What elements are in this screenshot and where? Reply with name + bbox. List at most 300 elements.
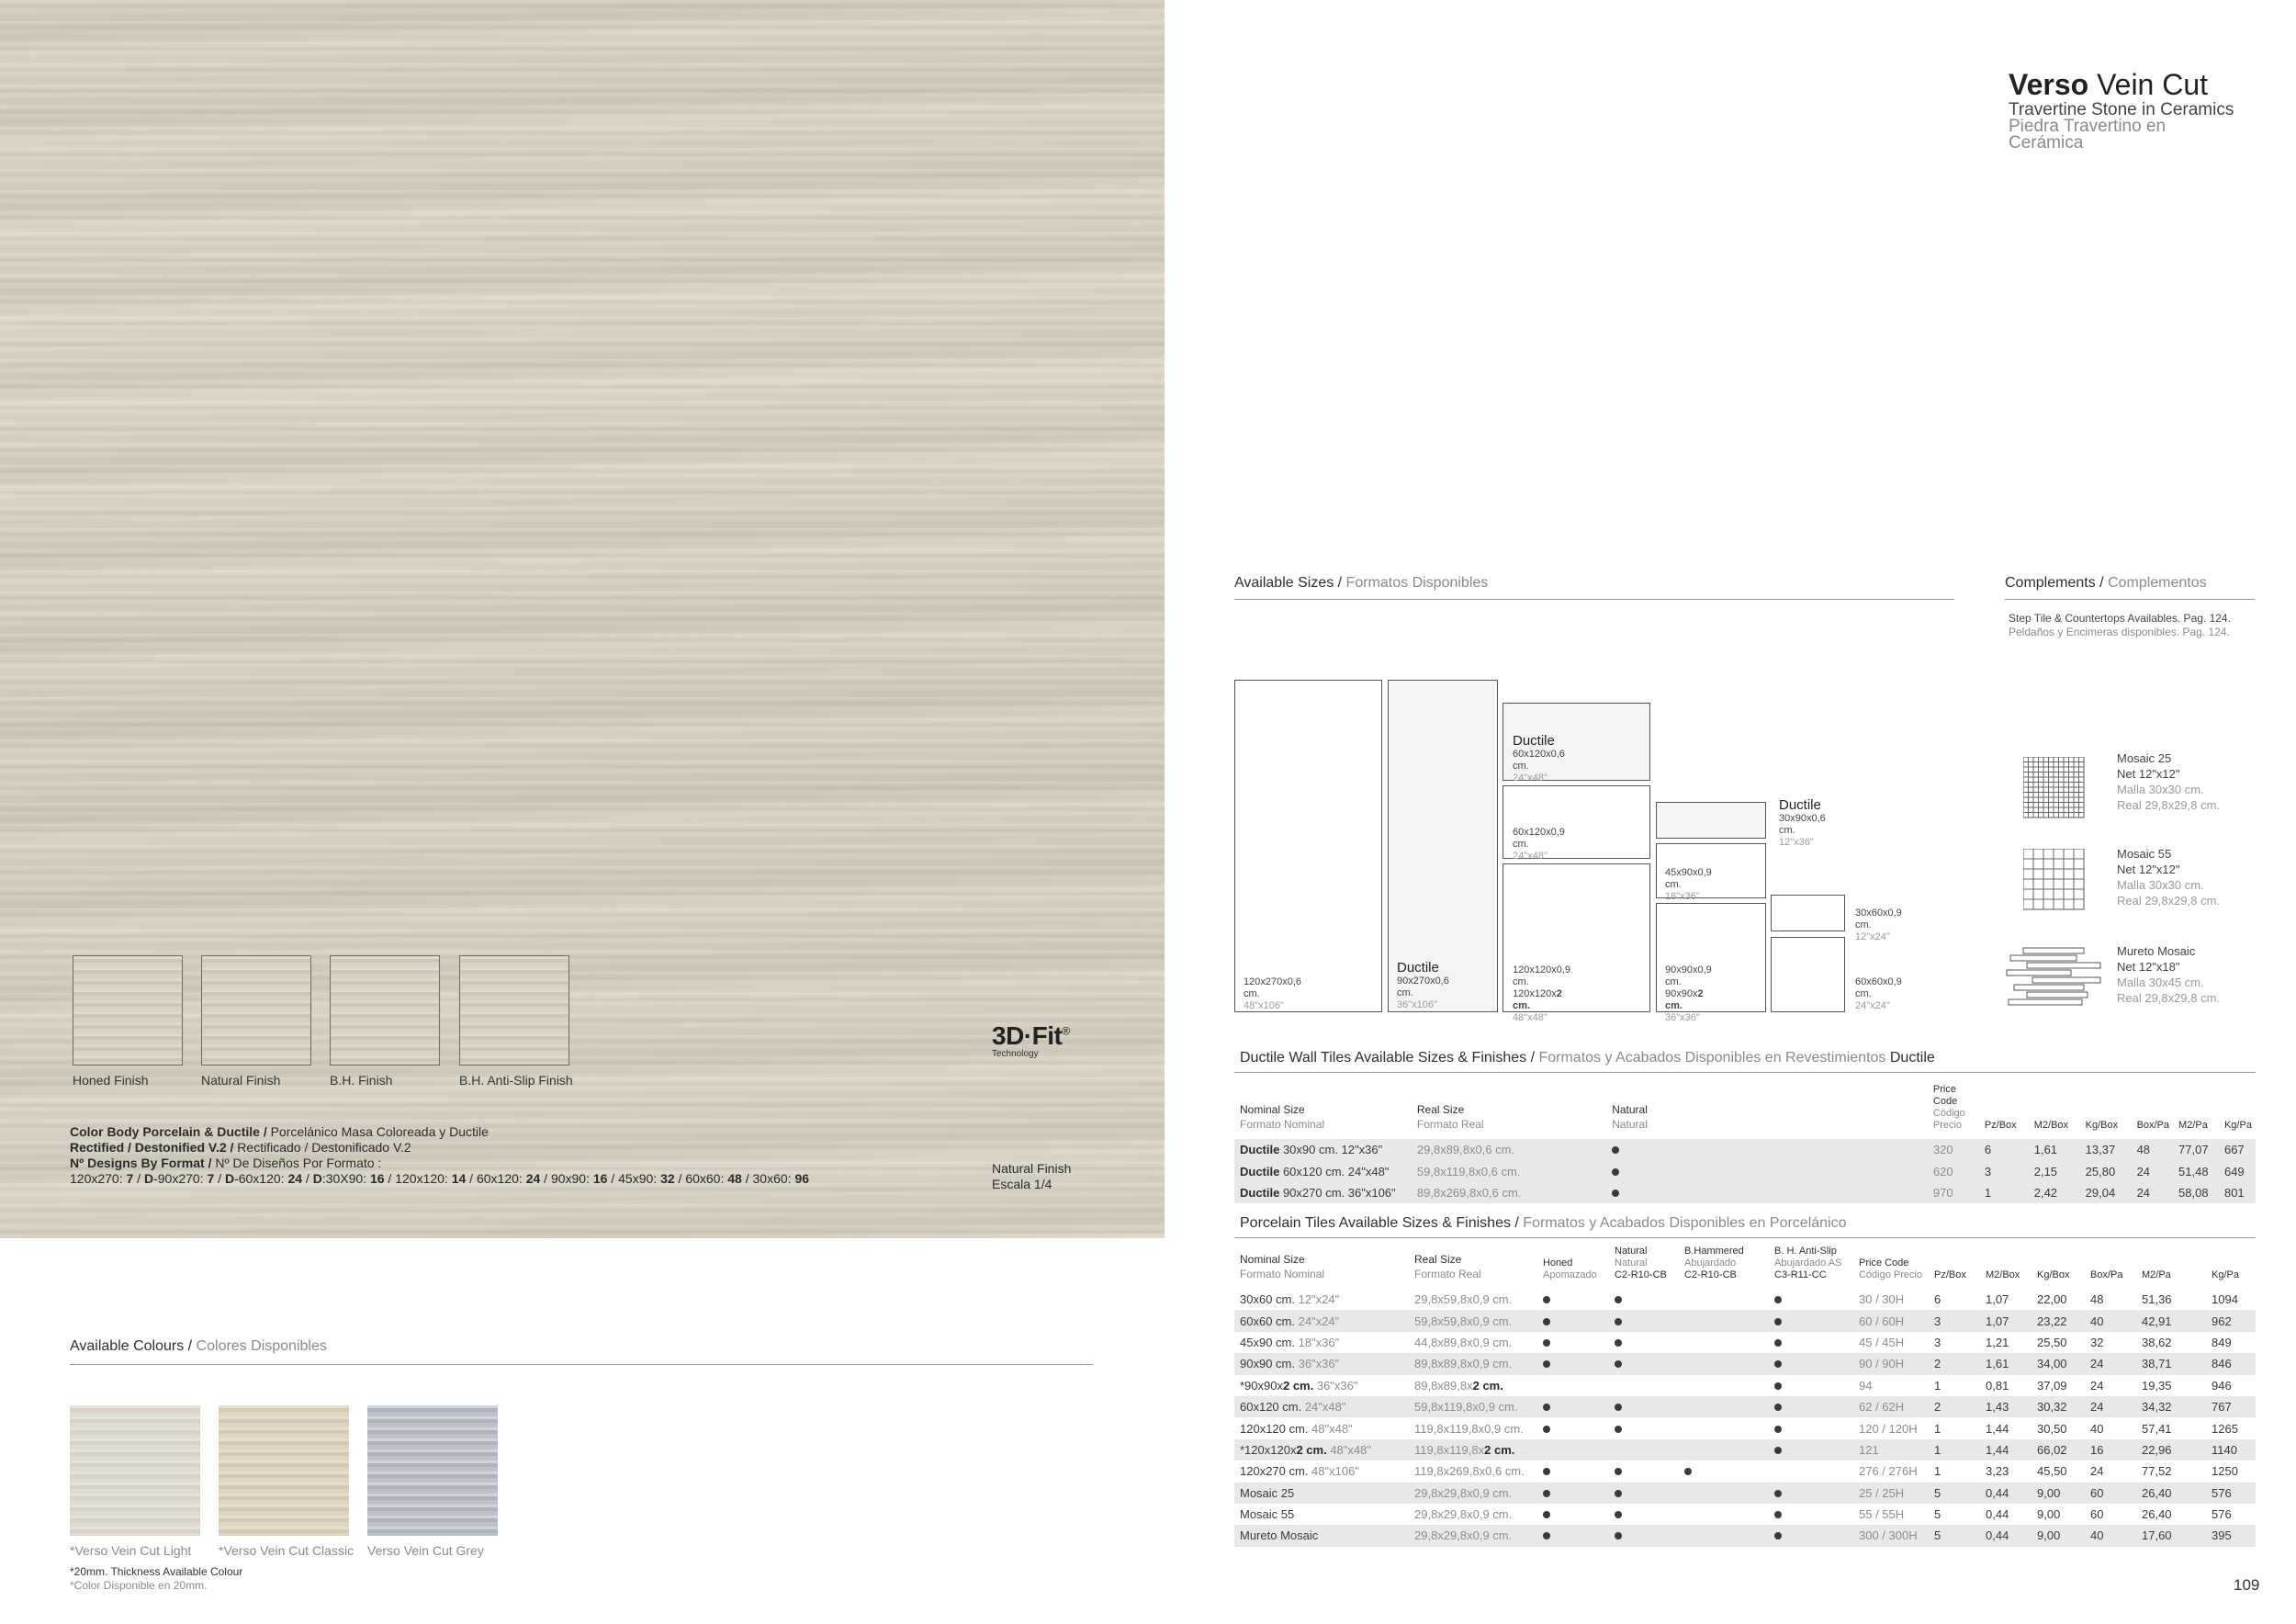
cell-price: 120 / 120H xyxy=(1859,1421,1918,1436)
cell-natural xyxy=(1609,1332,1679,1353)
product-name: Vein Cut xyxy=(2097,68,2209,101)
cell-m2pa: 77,52 xyxy=(2142,1464,2172,1479)
colour-swatch-grey xyxy=(367,1405,498,1536)
cell-nominal-inch: 36"x36" xyxy=(1294,1357,1340,1371)
cell-nominal-inch: 48"x48" xyxy=(1308,1421,1353,1436)
format-count xyxy=(385,1171,467,1186)
cell-nominal-inch: 18"x36" xyxy=(1294,1335,1340,1349)
cell-price: 60 / 60H xyxy=(1853,1310,1929,1331)
finish-available-dot xyxy=(1774,1511,1782,1518)
cell-nominal xyxy=(1234,1525,1409,1546)
table-row xyxy=(1234,1396,2256,1417)
cell-bhammered xyxy=(1679,1439,1769,1460)
cell-pz: 3 xyxy=(1934,1335,1941,1349)
cell-nominal xyxy=(1234,1439,1409,1460)
finish-label-honed: Honed Finish xyxy=(73,1073,149,1088)
cell-kgbox: 37,09 xyxy=(2037,1378,2067,1393)
cell-pz: 1 xyxy=(1934,1378,1941,1393)
size-box-60x60 xyxy=(1771,937,1845,1012)
ductile-table-title-ductile: Ductile xyxy=(1889,1050,1935,1066)
cell-real: 59,8x119,8x0,6 cm. xyxy=(1412,1160,1606,1181)
cell-boxpa: 24 xyxy=(2132,1160,2173,1181)
cell-kgpa: 395 xyxy=(2206,1525,2256,1546)
table-row xyxy=(1234,1439,2256,1460)
table-row xyxy=(1234,1289,2256,1310)
finish-available-dot xyxy=(1543,1532,1550,1539)
cell-nominal-size: 45x90 cm. xyxy=(1240,1335,1295,1349)
format-designs: 48 xyxy=(727,1171,742,1186)
cell-honed xyxy=(1537,1417,1609,1438)
format-sep: / xyxy=(384,1171,396,1186)
cell-bh-antislip xyxy=(1769,1525,1853,1546)
cell-bhammered xyxy=(1679,1504,1769,1525)
mureto-mosaic-malla: Malla 30x45 cm. xyxy=(2117,976,2204,989)
col-real-size xyxy=(1412,1084,1606,1139)
ductile-table-title xyxy=(1240,1050,1935,1066)
cell-price: 25 / 25H xyxy=(1853,1483,1929,1504)
complements-note-es: Peldaños y Encimeras disponibles. Pag. 124. xyxy=(2009,626,2230,638)
complement-mosaic-25 xyxy=(2117,750,2220,813)
finish-available-dot xyxy=(1615,1426,1622,1433)
cell-m2box: 1,07 xyxy=(1980,1310,2032,1331)
pcol-natural-class: C2-R10-CB xyxy=(1615,1269,1667,1280)
table-row xyxy=(1234,1353,2256,1374)
cell-nominal xyxy=(1234,1139,1412,1160)
cell-bhammered xyxy=(1679,1289,1769,1310)
finish-available-dot xyxy=(1612,1190,1619,1197)
col-real-es: Formato Real xyxy=(1416,1118,1484,1131)
cell-m2box: 1,44 xyxy=(1986,1421,2009,1436)
cell-nominal xyxy=(1234,1483,1409,1504)
cell-bh-antislip xyxy=(1769,1439,1853,1460)
cell-pz: 5 xyxy=(1929,1525,1980,1546)
cell-kgpa: 849 xyxy=(2212,1335,2232,1349)
mosaic-25-icon xyxy=(2023,757,2086,819)
size-120x120-inch: 48"x48" xyxy=(1513,1012,1548,1023)
ductile-table-rule xyxy=(1234,1072,2256,1073)
cell-natural xyxy=(1609,1417,1679,1438)
mosaic-55-real: Real 29,8x29,8 cm. xyxy=(2117,894,2221,908)
spec-line3: Nº De Diseños Por Formato : xyxy=(211,1156,382,1170)
table-row xyxy=(1234,1504,2256,1525)
cell-m2pa: 57,41 xyxy=(2142,1421,2172,1436)
cell-kgpa: 667 xyxy=(2219,1139,2256,1160)
cell-pz: 1 xyxy=(1979,1182,2029,1203)
pcol-m2-pa: M2/Pa xyxy=(2142,1269,2171,1280)
table-row xyxy=(1234,1139,2256,1160)
available-colours-title-en: Available Colours / xyxy=(70,1338,193,1354)
complements-note xyxy=(2009,612,2231,639)
cell-bh-antislip xyxy=(1769,1504,1853,1525)
table-row xyxy=(1234,1417,2256,1438)
size-60x120-cm: 60x120x0,9 cm. xyxy=(1513,827,1565,850)
cell-nominal-size: 30x90 cm. 12"x36" xyxy=(1279,1143,1383,1157)
col-nominal-en: Nominal Size xyxy=(1240,1103,1305,1116)
pcol-price-en: Price Code xyxy=(1859,1257,1909,1269)
cell-price: 45 / 45H xyxy=(1859,1335,1905,1349)
cell-bhammered xyxy=(1679,1483,1769,1504)
cell-nominal-inch: 48"x106" xyxy=(1308,1464,1359,1479)
pcol-bhas-class: C3-R11-CC xyxy=(1774,1269,1827,1280)
cell-price: 121 xyxy=(1853,1439,1929,1460)
pcol-price-code xyxy=(1853,1246,1929,1289)
cell-boxpa: 24 xyxy=(2090,1378,2104,1393)
format-size: -90x270: xyxy=(153,1171,208,1186)
cell-kgpa: 1265 xyxy=(2212,1421,2238,1436)
cell-pz: 5 xyxy=(1929,1483,1980,1504)
cell-boxpa: 48 xyxy=(2132,1139,2173,1160)
size-60x60-cm: 60x60x0,9 cm. xyxy=(1855,976,1902,999)
finish-available-dot xyxy=(1774,1339,1782,1347)
size-120x120-2cm-a: 120x120x xyxy=(1513,988,1557,999)
ductile-table-title-es: Formatos y Acabados Disponibles en Revestimientos xyxy=(1535,1050,1890,1066)
cell-nominal-size: Mosaic 55 xyxy=(1240,1507,1295,1522)
cell-kgpa: 767 xyxy=(2206,1396,2256,1417)
pcol-natural-es: Natural xyxy=(1615,1257,1648,1269)
cell-nominal-size: *120x120x xyxy=(1240,1442,1297,1457)
finish-available-dot xyxy=(1615,1490,1622,1497)
cell-m2pa: 38,71 xyxy=(2136,1353,2206,1374)
size-label-120x270 xyxy=(1244,976,1301,1012)
pcol-natural-en: Natural xyxy=(1615,1246,1648,1257)
mosaic-25-real: Real 29,8x29,8 cm. xyxy=(2117,798,2221,812)
cell-spacer xyxy=(1851,1160,1927,1181)
col-natural-en: Natural xyxy=(1612,1103,1648,1116)
pcol-kg-box: Kg/Box xyxy=(2037,1269,2070,1280)
col-price-en: Price Code xyxy=(1932,1084,1958,1107)
cell-price: 90 / 90H xyxy=(1853,1353,1929,1374)
format-sep: / xyxy=(607,1171,619,1186)
available-colours-rule xyxy=(70,1364,1093,1365)
cell-boxpa: 32 xyxy=(2090,1335,2104,1349)
cell-bh-antislip xyxy=(1769,1289,1853,1310)
size-120x120-2cm-b: 2 cm. xyxy=(1513,988,1562,1011)
format-size: 60x60: xyxy=(685,1171,728,1186)
cell-kgpa: 946 xyxy=(2212,1378,2232,1393)
spec-line1-bold: Color Body Porcelain & Ductile / xyxy=(70,1124,267,1139)
cell-nominal-size: 30x60 cm. xyxy=(1240,1292,1295,1307)
size-box-ductile-30x90 xyxy=(1656,802,1766,839)
cell-real-size: 29,8x29,8x0,9 cm. xyxy=(1414,1507,1513,1522)
mureto-mosaic-net: Net 12"x18" xyxy=(2117,960,2180,974)
cell-price: 320 xyxy=(1928,1139,1979,1160)
cell-natural xyxy=(1609,1289,1679,1310)
cell-pz: 6 xyxy=(1979,1139,2029,1160)
size-ductile-30x90-inch: 12"x36" xyxy=(1779,837,1814,848)
cell-m2box: 1,44 xyxy=(1980,1439,2032,1460)
available-sizes-title xyxy=(1234,575,1488,592)
pcol-nominal-size xyxy=(1234,1246,1409,1289)
col-kg-box: Kg/Box xyxy=(2085,1120,2119,1131)
cell-pz: 1 xyxy=(1929,1439,1980,1460)
mosaic-55-icon xyxy=(2023,849,2086,911)
colour-label-classic: *Verso Vein Cut Classic xyxy=(219,1543,355,1558)
cell-nominal-size: *90x90x xyxy=(1240,1378,1283,1393)
porcelain-table-title-en: Porcelain Tiles Available Sizes & Finishes / xyxy=(1240,1215,1519,1231)
cell-boxpa: 24 xyxy=(2090,1464,2104,1479)
mosaic-55-net: Net 12"x12" xyxy=(2117,863,2180,876)
cell-nominal xyxy=(1234,1417,1409,1438)
cell-kgbox: 45,50 xyxy=(2037,1464,2067,1479)
cell-honed xyxy=(1537,1332,1609,1353)
complements-rule xyxy=(2005,599,2255,600)
cell-real-size: 29,8x29,8x0,9 cm. xyxy=(1414,1528,1513,1543)
table-row xyxy=(1234,1332,2256,1353)
cell-kgbox: 66,02 xyxy=(2032,1439,2085,1460)
pcol-bhas-es: Abujardado AS xyxy=(1774,1257,1842,1269)
finish-available-dot xyxy=(1615,1296,1622,1303)
cell-m2box: 0,44 xyxy=(1986,1507,2009,1522)
finish-available-dot xyxy=(1615,1404,1622,1411)
format-designs: 24 xyxy=(525,1171,541,1186)
cell-m2pa: 51,48 xyxy=(2173,1160,2219,1181)
format-sep: / xyxy=(741,1171,753,1186)
size-ductile-90x270-name: Ductile xyxy=(1397,960,1439,976)
cell-nominal xyxy=(1234,1396,1409,1417)
cell-nominal-inch: 12"x24" xyxy=(1294,1292,1340,1307)
cell-kgbox: 9,00 xyxy=(2032,1525,2085,1546)
pcol-honed-es: Apomazado xyxy=(1543,1269,1597,1280)
cell-m2pa: 19,35 xyxy=(2142,1378,2172,1393)
cell-real xyxy=(1409,1289,1537,1310)
size-label-120x120 xyxy=(1513,964,1570,1024)
table-row xyxy=(1234,1525,2256,1546)
cell-kgbox: 22,00 xyxy=(2037,1292,2067,1307)
finish-available-dot xyxy=(1612,1146,1619,1154)
format-size: -60x120: xyxy=(234,1171,288,1186)
cell-boxpa: 24 xyxy=(2085,1396,2136,1417)
product-name-bold: Verso xyxy=(2009,68,2089,101)
pcol-box-pa: Box/Pa xyxy=(2090,1269,2123,1280)
format-prefix: D xyxy=(312,1171,322,1186)
available-sizes-title-es: Formatos Disponibles xyxy=(1342,575,1489,591)
cell-pz: 6 xyxy=(1934,1292,1941,1307)
format-count xyxy=(133,1171,214,1186)
mosaic-25-name: Mosaic 25 xyxy=(2117,751,2172,765)
cell-nominal-size: 60x60 cm. xyxy=(1240,1314,1295,1328)
cell-nominal xyxy=(1234,1353,1409,1374)
finish-available-dot xyxy=(1774,1532,1782,1539)
cell-pz: 2 xyxy=(1929,1396,1980,1417)
size-ductile-30x90-cm: 30x90x0,6 cm. xyxy=(1779,813,1826,836)
cell-nominal-size: 120x120 cm. xyxy=(1240,1421,1309,1436)
col-m2-box: M2/Box xyxy=(2033,1120,2069,1131)
3dfit-logo xyxy=(992,1021,1070,1059)
pcol-bh-antislip xyxy=(1769,1246,1853,1289)
col-box-pa: Box/Pa xyxy=(2136,1120,2170,1131)
cell-boxpa: 40 xyxy=(2085,1525,2136,1546)
size-label-ductile-30x90 xyxy=(1779,797,1826,849)
pcol-bh-class: C2-R10-CB xyxy=(1684,1269,1737,1280)
cell-nominal-inch: 24"x24" xyxy=(1294,1314,1340,1328)
cell-m2pa: 26,40 xyxy=(2142,1507,2172,1522)
table-row xyxy=(1234,1160,2256,1181)
porcelain-table-title xyxy=(1240,1215,1847,1232)
cell-spacer xyxy=(1851,1139,1927,1160)
cell-kgpa: 576 xyxy=(2206,1483,2256,1504)
cell-kgbox: 29,04 xyxy=(2080,1182,2132,1203)
cell-kgbox: 9,00 xyxy=(2032,1483,2085,1504)
finish-swatch-bh-antislip xyxy=(459,955,569,1066)
cell-kgbox: 13,37 xyxy=(2080,1139,2132,1160)
complements-title-en: Complements / xyxy=(2005,575,2104,591)
cell-natural xyxy=(1609,1375,1679,1396)
pcol-natural xyxy=(1609,1246,1679,1289)
finish-label-natural: Natural Finish xyxy=(201,1073,281,1088)
cell-real-size: 29,8x59,8x0,9 cm. xyxy=(1414,1292,1513,1307)
finish-available-dot xyxy=(1543,1511,1550,1518)
finish-available-dot xyxy=(1612,1168,1619,1176)
cell-m2pa: 42,91 xyxy=(2136,1310,2206,1331)
cell-real xyxy=(1409,1504,1537,1525)
cell-real-2cm: 2 cm. xyxy=(1484,1442,1515,1457)
colours-footnote xyxy=(70,1565,242,1593)
size-45x90-cm: 45x90x0,9 cm. xyxy=(1665,867,1712,890)
format-designs: 32 xyxy=(660,1171,675,1186)
table-row xyxy=(1234,1310,2256,1331)
cell-pz: 3 xyxy=(1929,1310,1980,1331)
format-designs: 24 xyxy=(287,1171,303,1186)
pcol-real-es: Formato Real xyxy=(1414,1268,1481,1280)
cell-bh-antislip xyxy=(1769,1353,1853,1374)
cell-pz: 1 xyxy=(1934,1421,1941,1436)
finish-available-dot xyxy=(1543,1468,1550,1475)
porcelain-table-header xyxy=(1234,1246,2256,1289)
spec-line2: Rectificado / Destonificado V.2 xyxy=(233,1140,411,1155)
format-count xyxy=(742,1171,809,1186)
col-m2-pa: M2/Pa xyxy=(2178,1120,2208,1131)
cell-bh-antislip xyxy=(1769,1460,1853,1482)
finish-available-dot xyxy=(1615,1532,1622,1539)
format-size: 120x270: xyxy=(70,1171,127,1186)
cell-real xyxy=(1409,1310,1537,1331)
cell-real xyxy=(1409,1525,1537,1546)
cell-honed xyxy=(1537,1483,1609,1504)
pcol-bh-es: Abujardado xyxy=(1684,1257,1737,1269)
cell-real xyxy=(1409,1460,1537,1482)
size-30x60-cm: 30x60x0,9 cm. xyxy=(1855,908,1902,930)
product-subtitle-en: Travertine Stone in Ceramics xyxy=(2009,100,2234,119)
size-120x270-cm: 120x270x0,6 cm. xyxy=(1244,976,1301,999)
cell-kgbox: 34,00 xyxy=(2032,1353,2085,1374)
cell-real-size: 44,8x89,8x0,9 cm. xyxy=(1414,1335,1513,1349)
cell-nominal-size: 90x90 cm. xyxy=(1240,1357,1295,1371)
cell-m2box: 0,44 xyxy=(1980,1525,2032,1546)
cell-real-2cm: 2 cm. xyxy=(1472,1378,1503,1393)
col-kg-pa: Kg/Pa xyxy=(2223,1120,2252,1131)
cell-bhammered xyxy=(1679,1310,1769,1331)
colours-footnote-es: *Color Disponible en 20mm. xyxy=(70,1579,208,1592)
cell-honed xyxy=(1537,1460,1609,1482)
cell-honed xyxy=(1537,1439,1609,1460)
cell-m2box: 1,21 xyxy=(1986,1335,2009,1349)
size-ductile-30x90-name: Ductile xyxy=(1779,797,1821,813)
finish-available-dot xyxy=(1543,1296,1550,1303)
finish-available-dot xyxy=(1615,1360,1622,1368)
cell-nominal xyxy=(1234,1289,1409,1310)
cell-kgbox: 23,22 xyxy=(2032,1310,2085,1331)
mosaic-25-malla: Malla 30x30 cm. xyxy=(2117,783,2204,796)
cell-natural xyxy=(1606,1139,1851,1160)
finish-available-dot xyxy=(1615,1318,1622,1325)
cell-real: 29,8x89,8x0,6 cm. xyxy=(1412,1139,1606,1160)
cell-m2box: 1,61 xyxy=(2029,1139,2080,1160)
cell-price: 970 xyxy=(1928,1182,1979,1203)
col-natural-es: Natural xyxy=(1612,1118,1648,1131)
cell-nominal xyxy=(1234,1332,1409,1353)
cell-real xyxy=(1409,1439,1537,1460)
cell-honed xyxy=(1537,1504,1609,1525)
cell-nominal xyxy=(1234,1310,1409,1331)
cell-bhammered xyxy=(1679,1375,1769,1396)
complement-mosaic-55 xyxy=(2117,846,2220,908)
pcol-bh-en: B.Hammered xyxy=(1684,1246,1744,1257)
col-nominal-es: Formato Nominal xyxy=(1240,1118,1325,1131)
spec-line2-bold: Rectified / Destonified V.2 / xyxy=(70,1140,234,1155)
mosaic-55-malla: Malla 30x30 cm. xyxy=(2117,878,2204,892)
col-pz-box: Pz/Box xyxy=(1984,1120,2017,1131)
size-label-ductile-90x270 xyxy=(1397,960,1449,1011)
finish-swatch-bh xyxy=(330,955,440,1066)
cell-m2box: 1,61 xyxy=(1980,1353,2032,1374)
format-count xyxy=(214,1171,302,1186)
cell-m2pa: 34,32 xyxy=(2136,1396,2206,1417)
format-sep: / xyxy=(540,1171,551,1186)
table-row xyxy=(1234,1483,2256,1504)
3dfit-logo-mark: ® xyxy=(1062,1024,1070,1038)
format-size: 45x90: xyxy=(618,1171,661,1186)
format-sep: / xyxy=(674,1171,686,1186)
complement-mureto-mosaic xyxy=(2117,943,2220,1006)
size-90x90-2cm-a: 90x90x xyxy=(1665,988,1698,999)
finish-label-bh: B.H. Finish xyxy=(330,1073,393,1088)
spec-line3-bold: Nº Designs By Format / xyxy=(70,1156,212,1170)
finish-available-dot xyxy=(1774,1318,1782,1325)
finish-swatch-natural xyxy=(201,955,311,1066)
finish-note: Natural Finish xyxy=(992,1161,1072,1176)
size-label-45x90 xyxy=(1665,867,1712,903)
product-subtitle-es: Piedra Travertino en Cerámica xyxy=(2009,117,2167,152)
spec-line1: Porcelánico Masa Coloreada y Ductile xyxy=(266,1124,489,1139)
cell-bhammered xyxy=(1679,1353,1769,1374)
cell-honed xyxy=(1537,1310,1609,1331)
cell-price: 94 xyxy=(1859,1378,1873,1393)
pcol-honed xyxy=(1537,1246,1609,1289)
cell-kgpa: 576 xyxy=(2212,1507,2232,1522)
cell-bhammered xyxy=(1679,1332,1769,1353)
finish-available-dot xyxy=(1543,1490,1550,1497)
cell-kgbox: 30,32 xyxy=(2032,1396,2085,1417)
format-sep: / xyxy=(302,1171,313,1186)
format-size: 90x90: xyxy=(550,1171,593,1186)
format-count xyxy=(302,1171,385,1186)
size-label-90x90 xyxy=(1665,964,1712,1024)
cell-nominal-inch: 48"x48" xyxy=(1326,1442,1371,1457)
col-nominal-size xyxy=(1234,1084,1412,1139)
finish-available-dot xyxy=(1774,1447,1782,1454)
finish-available-dot xyxy=(1543,1426,1550,1433)
cell-pz: 5 xyxy=(1934,1507,1941,1522)
cell-kgbox: 25,50 xyxy=(2037,1335,2067,1349)
size-60x120-inch: 24"x48" xyxy=(1513,851,1548,862)
cell-nominal-size: 60x120 cm. xyxy=(1240,1400,1302,1415)
size-ductile-60x120-inch: 24"x48" xyxy=(1513,773,1548,784)
format-sep: / xyxy=(466,1171,477,1186)
ductile-table-header xyxy=(1234,1084,2256,1139)
cell-natural xyxy=(1609,1504,1679,1525)
cell-m2pa: 58,08 xyxy=(2173,1182,2219,1203)
cell-nominal xyxy=(1234,1375,1409,1396)
